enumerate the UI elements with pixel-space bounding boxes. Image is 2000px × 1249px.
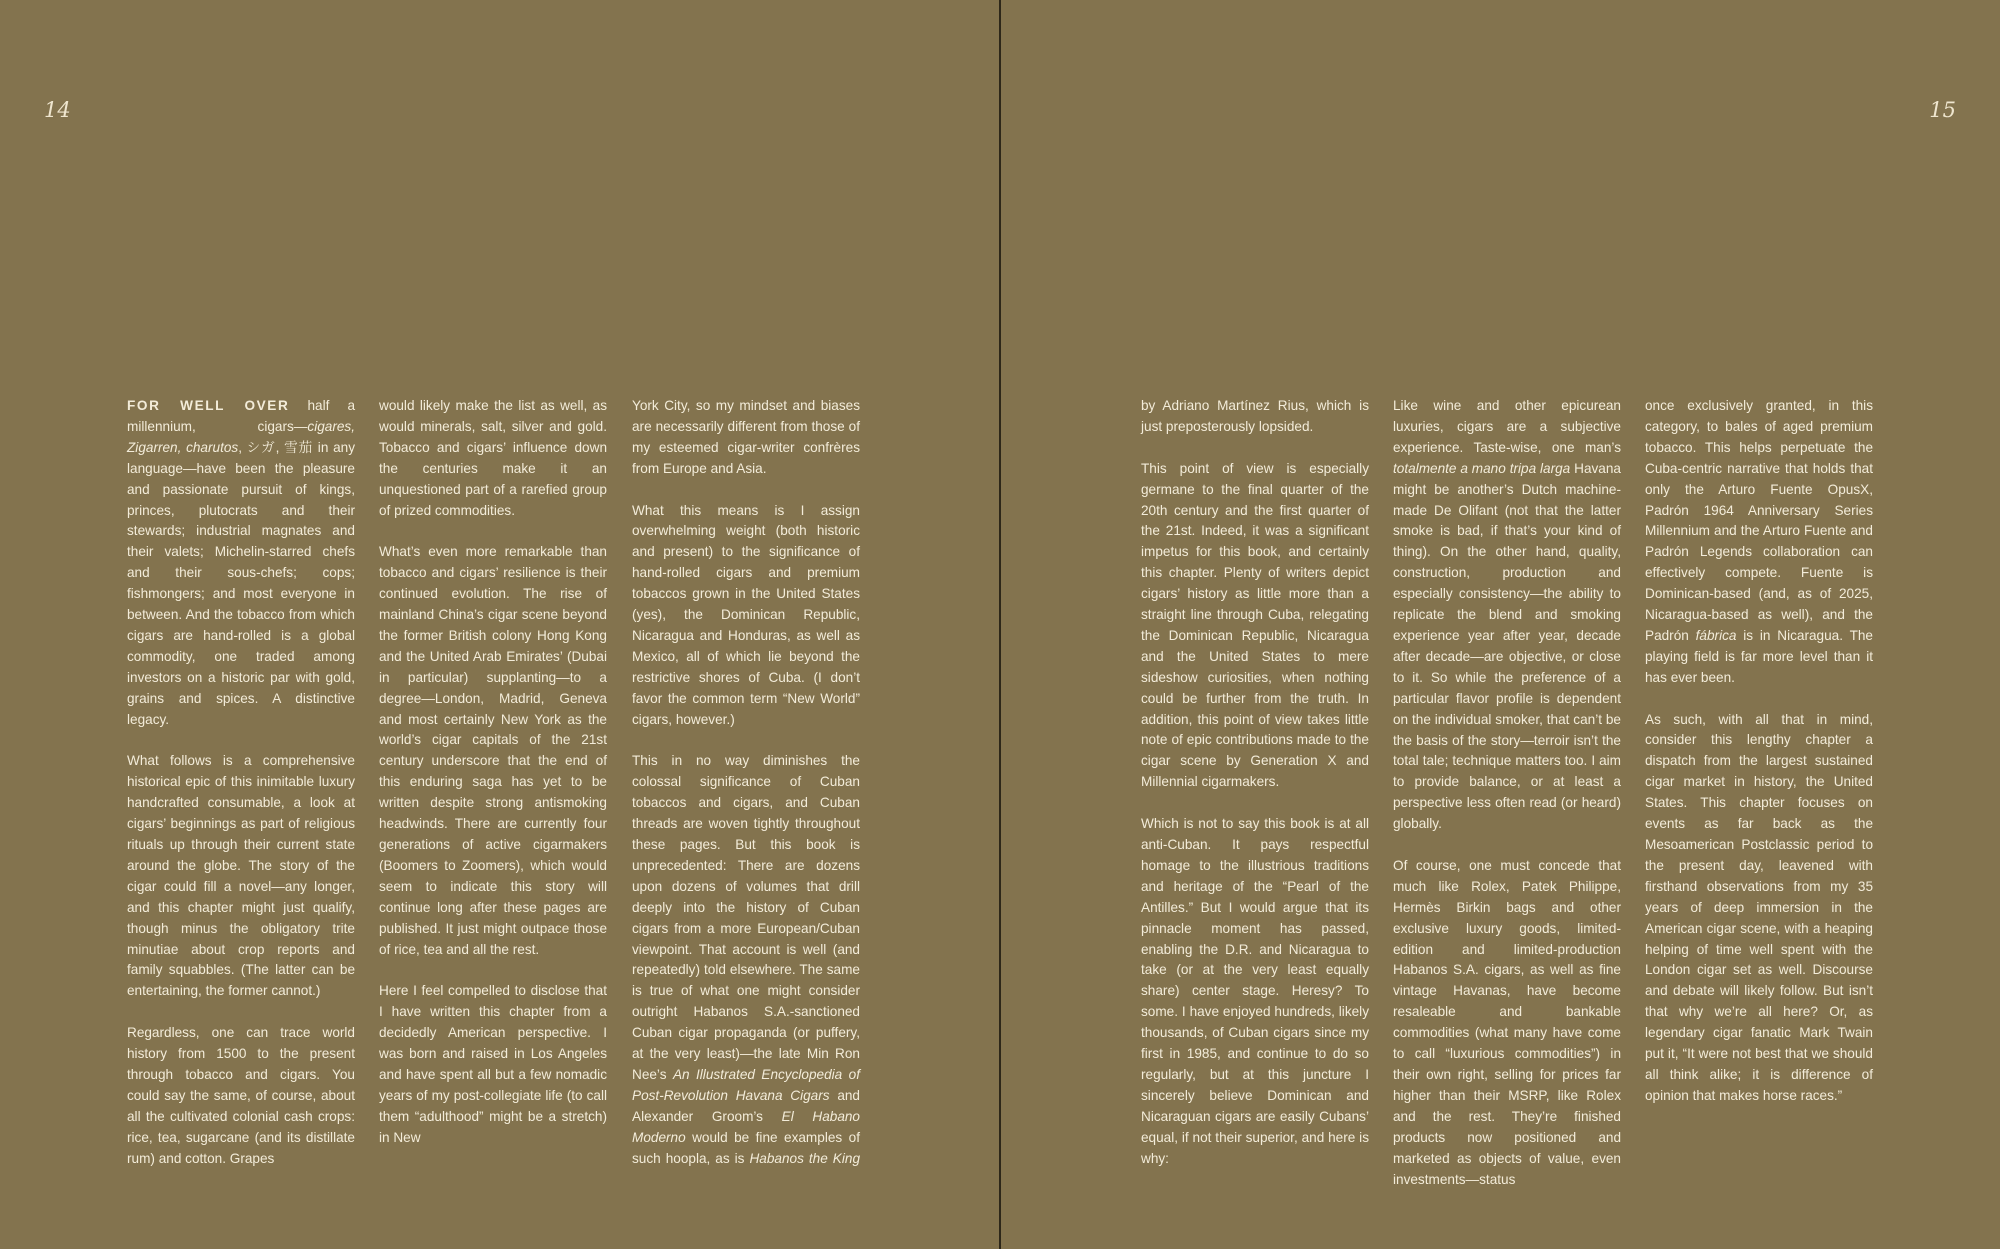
italic-run: cigares, Zigarren, charutos (127, 418, 355, 455)
paragraph: This point of view is especially germane to the final quarter of the 20th century and the first quarter of the 21st. Indeed, it was a significant impetus for this book, and certainly this chapter. Plenty of writers depict cigars’ history as little more than a straight line through Cuba, relegating the Dominican Republic, Nicaragua and the United States to mere sideshow curiosities, when nothing could be further from the truth. In addition, this point of view takes little note of epic contributions made to the cigar scene by Generation X and Millennial cigarmakers. (1141, 460, 1369, 790)
italic-run: fábrica (1695, 627, 1737, 643)
text-run: once exclusively granted, in this category, to bales of aged premium tobacco. This helps perpetuate the Cuba-centric narrative that holds that only the Arturo Fuente OpusX, Padrón 1964 Anniversary Series Millennium and the Arturo Fuente and Padrón Legends collaboration can effectively compete. Fuente is Dominican-based (and, as of 2025, Nicaragua-based as well), and the Padrón (1645, 398, 1873, 643)
paragraph: What follows is a comprehensive historical epic of this inimitable luxury handcrafted consumable, a look at cigars’ beginnings as part of religious rituals up through their current state around the globe. The story of the cigar could fill a novel—any longer, and this chapter might just qualify, though minus the obligatory trite minutiae about crop reports and family squabbles. (The latter can be entertaining, the former cannot.) (127, 753, 355, 999)
paragraph: As such, with all that in mind, consider this lengthy chapter a dispatch from the largest sustained cigar market in history, the United States. This chapter focuses on events as far back as the Mesoamerican Postclassic period to the present day, leavened with firsthand observations from my 35 years of deep immersion in the American cigar scene, with a heaping helping of time well spent with the London cigar set as well. Discourse and debate will likely follow. But isn’t that why we’re all here? Or, as legendary cigar fanatic Mark Twain put it, “It were not best that we should all think alike; it is difference of opinion that makes horse races.” (1645, 711, 1873, 1103)
left-page-column-1 (127, 396, 355, 1170)
paragraph: by Adriano Martínez Rius, which is just preposterously lopsided. (1141, 398, 1369, 434)
paragraph (127, 396, 355, 731)
text-run: half a millennium, cigars— (127, 398, 355, 434)
paragraph: Here I feel compelled to disclose that I have written this chapter from a decidedly American perspective. I was born and raised in Los Angeles and have spent all but a few nomadic years of my post-collegiate life (to call them “adulthood” might be a stretch) in New (379, 983, 607, 1145)
paragraph (1393, 396, 1621, 835)
left-page-column-3 (632, 396, 860, 1170)
paragraph: Regardless, one can trace world history from 1500 to the present through tobacco and cigars. You could say the same, of course, about all the cultivated colonial cash crops: rice, tea, sugarcane (and its distillate rum) and cotton. Grapes (127, 1025, 355, 1166)
text-run: is in Nicaragua. The playing field is far more level than it has ever been. (1645, 627, 1873, 685)
italic-run: An Illustrated Encyclopedia of Post-Revolution Havana Cigars (632, 1066, 860, 1103)
italic-run: El Habano Moderno (632, 1108, 860, 1145)
paragraph: would likely make the list as well, as would minerals, salt, silver and gold. Tobacco and cigars’ influence down the centuries make it an unquestioned part of a rarefied group of prized commodities. (379, 398, 607, 518)
paragraph: What’s even more remarkable than tobacco and cigars’ resilience is their continued evolution. The rise of mainland China’s cigar scene beyond the former British colony Hong Kong and the United Arab Emirates’ (Dubai in particular) supplanting—to a degree—London, Madrid, Geneva and most certainly New York as the world’s cigar capitals of the 21st century underscore that the end of this enduring saga has yet to be written despite strong antismoking headwinds. There are currently four generations of active cigarmakers (Boomers to Zoomers), which would seem to indicate this story will continue long after these pages are published. It just might outpace those of rice, tea and all the rest. (379, 544, 607, 957)
paragraph: Of course, one must concede that much like Rolex, Patek Philippe, Hermès Birkin bags and other exclusive luxury goods, limited-edition and limited-production Habanos S.A. cigars, as well as fine vintage Havanas, have become resaleable and bankable commodities (what many have come to call “luxurious commodities”) in their own right, selling for prices far higher than their MSRP, like Rolex and the rest. They’re finished products now positioned and marketed as objects of value, even investments—status (1393, 857, 1621, 1187)
paragraph (1645, 396, 1873, 689)
right-page-column-2 (1393, 396, 1621, 1190)
paragraph (632, 751, 860, 1169)
text-run: would be fine examples of such hoopla, as is (632, 1129, 860, 1166)
page-number-left: 14 (44, 98, 71, 122)
italic-run: totalmente a mano tripa larga (1393, 460, 1571, 476)
left-page-column-2 (379, 396, 607, 1149)
text-run: Like wine and other epicurean luxuries, cigars are a subjective experience. Taste-wise, one man’s (1393, 398, 1621, 455)
right-page-column-3 (1645, 396, 1873, 1107)
text-run: and Alexander Groom’s (632, 1087, 860, 1124)
text-run: This in no way diminishes the colossal significance of Cuban tobaccos and cigars, and Cuban threads are woven tightly throughout these pages. But this book is unprecedented: There are dozens upon dozens of volumes that drill deeply into the history of Cuban cigars from a more European/Cuban viewpoint. That account is well (and repeatedly) told elsewhere. The same is true of what one might consider outright Habanos S.A.-sanctioned Cuban cigar propaganda (or puffery, at the very least)—the late Min Ron Nee’s (632, 753, 860, 1082)
paragraph: What this means is I assign overwhelming weight (both historic and present) to the significance of hand-rolled cigars and premium tobaccos grown in the United States (yes), the Dominican Republic, Nicaragua and Honduras, as well as Mexico, all of which lie beyond the restrictive shores of Cuba. (I don’t favor the common term “New World” cigars, however.) (632, 502, 860, 727)
text-run: , シガ, 雪茄 in any language—have been the pleasure and passionate pursuit of kings, princes, plutocrats and their stewards; industrial magnates and their valets; Michelin-starred chefs and their sous-chefs; cops; fishmongers; and most everyone in between. And the tobacco from which cigars are hand-rolled is a global commodity, one traded among investors on a historic par with gold, grains and spices. A distinctive legacy. (127, 439, 355, 727)
spread-gutter-divider (999, 0, 1001, 1249)
right-page-column-1 (1141, 396, 1369, 1170)
paragraph: York City, so my mindset and biases are necessarily different from those of my esteemed cigar-writer confrères from Europe and Asia. (632, 398, 860, 476)
text-run: Havana might be another’s Dutch machine-made De Olifant (not that the latter smoke is bad, if that’s your kind of thing). On the other hand, quality, construction, production and especially consistency—the ability to replicate the blend and smoking experience year after year, decade after decade—are objective, or close to it. So while the preference of a particular flavor profile is dependent on the individual smoker, that can’t be the basis of the story—terroir isn’t the total tale; technique matters too. I aim to provide balance, or at least a perspective less often read (or heard) globally. (1393, 460, 1621, 832)
italic-run: Habanos the King (749, 1150, 861, 1166)
paragraph: Which is not to say this book is at all anti-Cuban. It pays respectful homage to the illustrious traditions and heritage of the “Pearl of the Antilles.” But I would argue that its pinnacle moment has passed, enabling the D.R. and Nicaragua to take (or at the very least equally share) center stage. Heresy? To some. I have enjoyed hundreds, likely thousands, of Cuban cigars since my first in 1985, and continue to do so regularly, but at this juncture I sincerely believe Dominican and Nicaraguan cigars are easily Cubans’ equal, if not their superior, and here is why: (1141, 816, 1369, 1166)
page-number-right: 15 (1929, 98, 1956, 122)
lead-in: FOR WELL OVER (127, 398, 290, 413)
